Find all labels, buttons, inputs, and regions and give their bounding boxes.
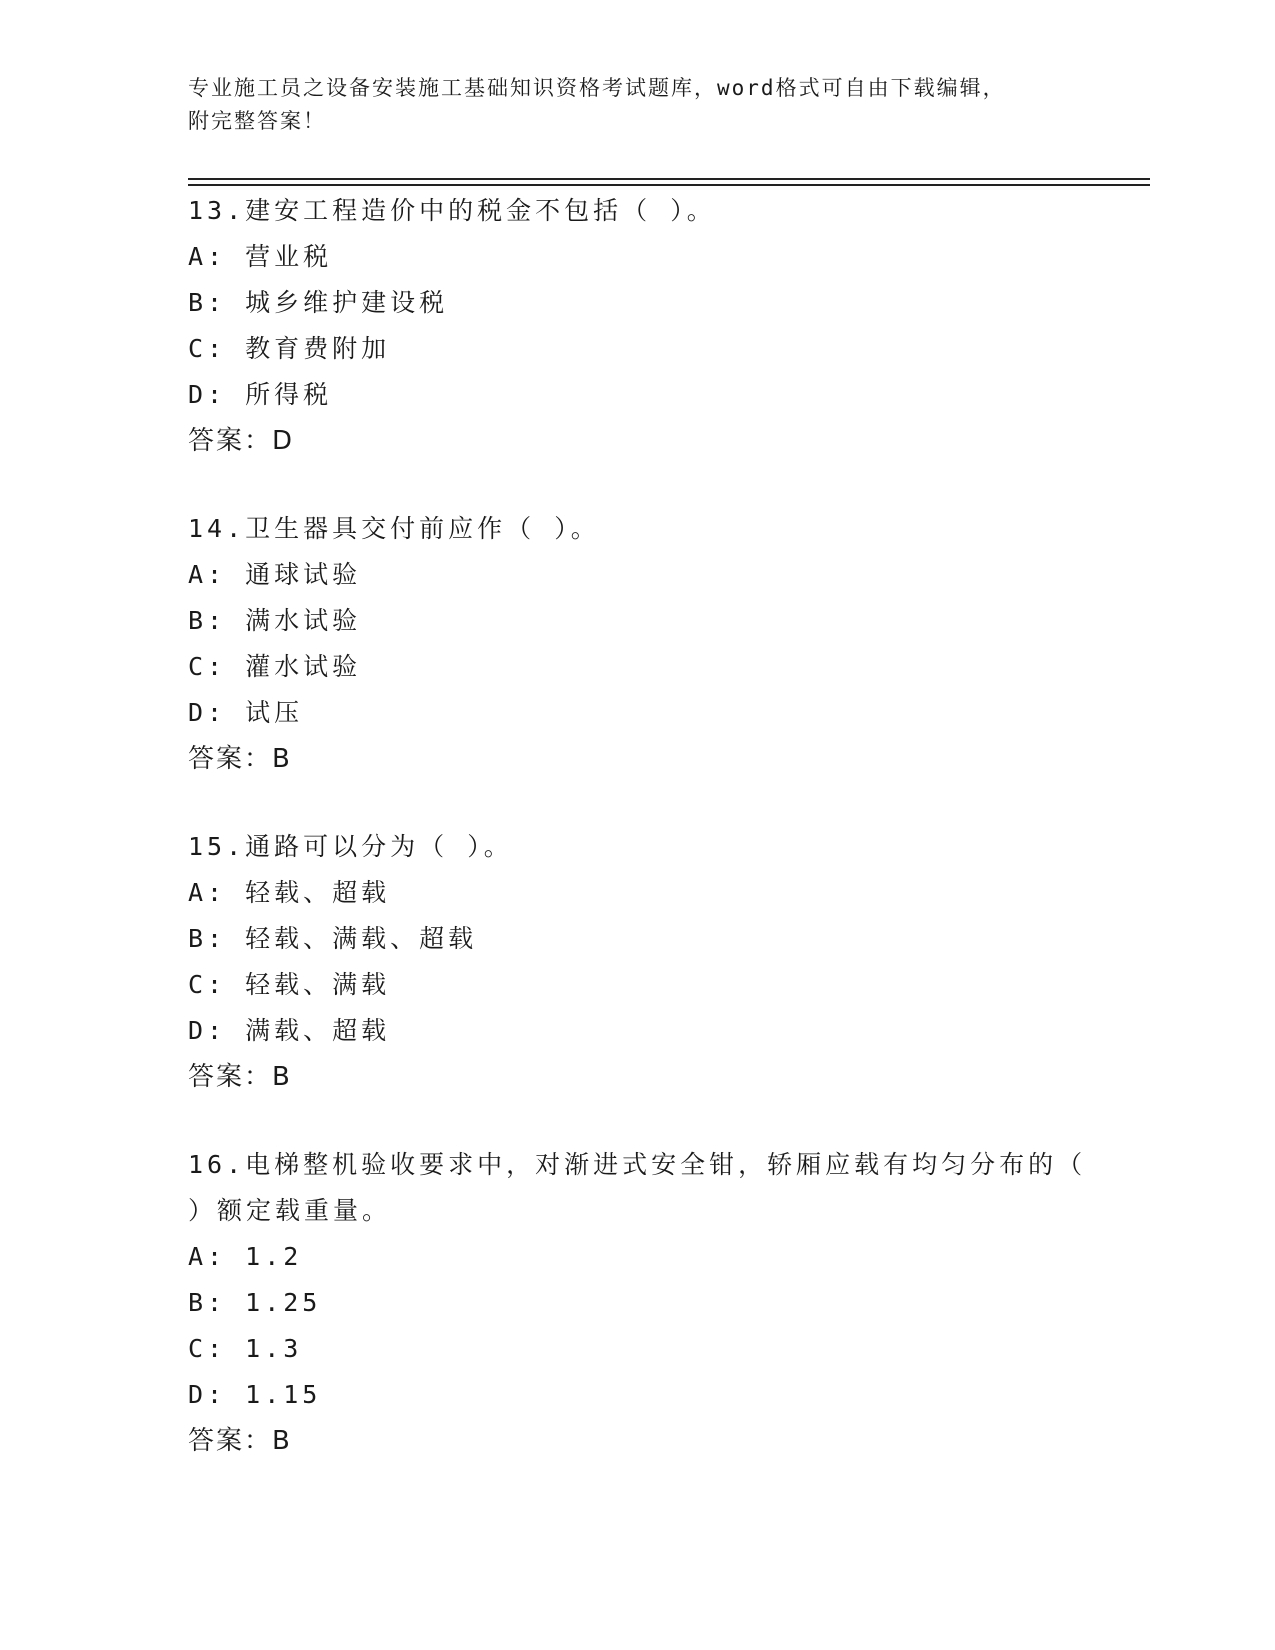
answer-line: [188, 1418, 1088, 1464]
header-divider-top: [188, 178, 1150, 180]
option-a: A: 营业税: [188, 242, 333, 271]
option-d: D: 试压: [188, 698, 304, 727]
question-text: 15.通路可以分为（ ）。: [188, 832, 513, 861]
question-text: 14.卫生器具交付前应作（ ）。: [188, 514, 600, 543]
answer-label: 答案：: [188, 744, 273, 774]
option-d: D: 满载、超载: [188, 1016, 391, 1045]
document-header: [188, 72, 1088, 138]
question-13: [188, 188, 1088, 464]
answer-value: B: [272, 744, 292, 774]
question-list: [188, 188, 1088, 1506]
answer-line: [188, 736, 1088, 782]
option-d: D: 所得税: [188, 380, 333, 409]
option-c: C: 灌水试验: [188, 652, 362, 681]
option-c: C: 教育费附加: [188, 334, 391, 363]
option-c: C: 1.3: [188, 1334, 303, 1363]
option-c: C: 轻载、满载: [188, 970, 391, 999]
header-divider-bottom: [188, 184, 1150, 186]
question-16: [188, 1142, 1088, 1464]
question-15: [188, 824, 1088, 1100]
question-text-line-2: ）额定载重量。: [188, 1196, 392, 1225]
answer-line: [188, 1054, 1088, 1100]
header-line-1: 专业施工员之设备安装施工基础知识资格考试题库，word格式可自由下载编辑，: [188, 76, 1006, 100]
option-a: A: 1.2: [188, 1242, 303, 1271]
answer-value: D: [272, 426, 295, 456]
answer-label: 答案：: [188, 1062, 273, 1092]
question-14: [188, 506, 1088, 782]
option-b: B: 1.25: [188, 1288, 322, 1317]
option-b: B: 城乡维护建设税: [188, 288, 449, 317]
question-text: 13.建安工程造价中的税金不包括（ ）。: [188, 196, 716, 225]
header-line-2: 附完整答案！: [188, 109, 326, 133]
option-d: D: 1.15: [188, 1380, 322, 1409]
answer-value: B: [272, 1062, 292, 1092]
question-text-line-1: 16.电梯整机验收要求中，对渐进式安全钳，轿厢应载有均匀分布的（: [188, 1150, 1087, 1179]
answer-label: 答案：: [188, 426, 273, 456]
answer-value: B: [272, 1426, 292, 1456]
option-a: A: 轻载、超载: [188, 878, 391, 907]
option-b: B: 满水试验: [188, 606, 362, 635]
option-b: B: 轻载、满载、超载: [188, 924, 478, 953]
option-a: A: 通球试验: [188, 560, 362, 589]
answer-line: [188, 418, 1088, 464]
answer-label: 答案：: [188, 1426, 273, 1456]
